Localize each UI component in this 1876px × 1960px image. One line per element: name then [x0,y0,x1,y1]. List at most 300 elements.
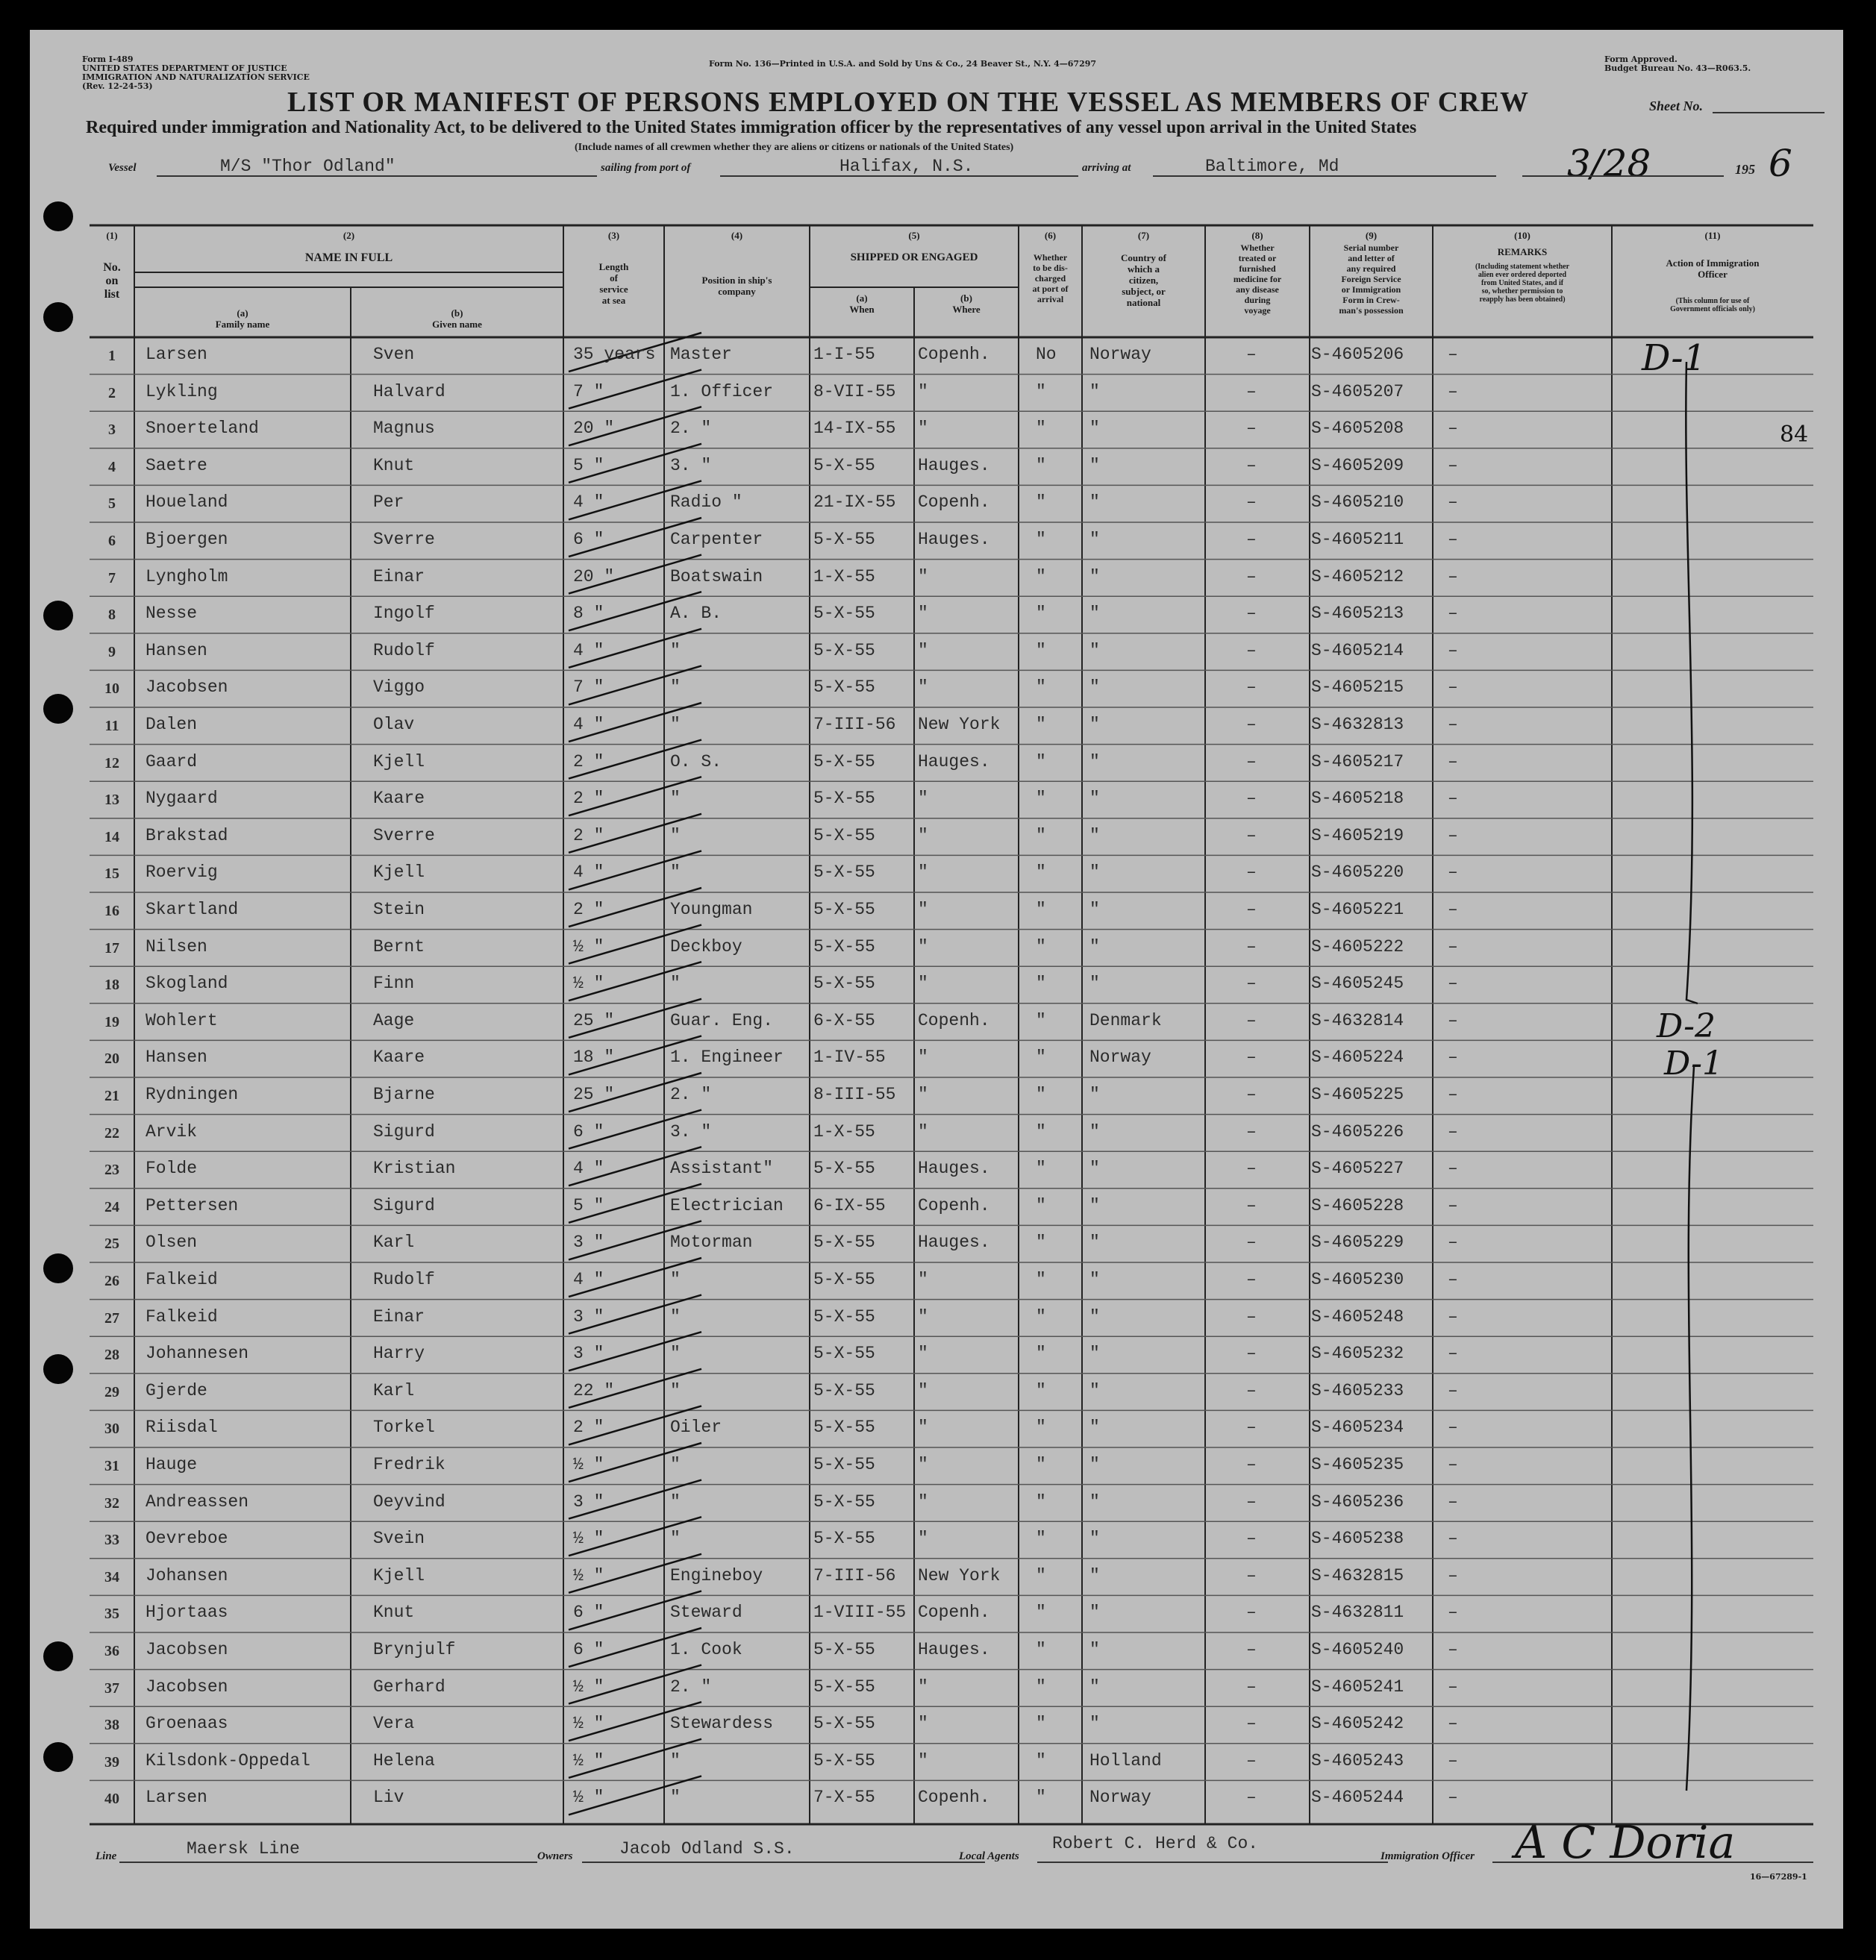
cell-discharged: " [1036,1676,1046,1697]
cell-discharged: " [1036,1121,1046,1142]
cell-family: Nygaard [146,789,218,809]
cell-country: " [1089,455,1100,475]
table-row [30,892,1843,930]
line-underline [119,1862,537,1863]
cell-medicine: – [1246,1491,1257,1512]
cell-serial: S-4605245 [1311,974,1404,994]
cell-where: " [918,1455,928,1474]
cell-family: Groenaas [146,1714,228,1734]
cell-where: Hauges. [918,1159,990,1179]
cell-serial: S-4605222 [1311,936,1404,956]
cell-family: Arvik [146,1121,198,1142]
cell-when: 5-X-55 [813,1233,875,1253]
cell-remarks: – [1448,419,1458,439]
cell-remarks: – [1448,1121,1458,1142]
cell-position: A. B. [670,604,722,624]
cell-remarks: – [1448,1788,1458,1808]
arriving-label: arriving at [1082,162,1131,174]
cell-remarks: – [1448,1714,1458,1734]
cell-discharged: " [1036,1233,1046,1253]
cell-medicine: – [1246,530,1257,549]
cell-discharged: " [1036,1048,1046,1068]
cell-service: ½ " [573,1750,604,1770]
table-row [30,1300,1843,1337]
cell-serial: S-4605243 [1311,1750,1404,1770]
cell-family: Falkeid [146,1270,218,1289]
cell-remarks: – [1448,530,1458,549]
cell-given: Einar [373,566,425,586]
row-number: 21 [104,1088,119,1104]
cell-service: 3 " [573,1491,604,1512]
cell-position: Youngman [670,900,753,919]
cell-given: Magnus [373,419,435,439]
cell-serial: S-4605210 [1311,492,1404,513]
cell-family: Hansen [146,1048,207,1068]
row-number: 8 [108,607,116,624]
cell-when: 5-X-55 [813,751,875,771]
cell-position: " [670,715,681,734]
cell-family: Andreassen [146,1491,249,1512]
cell-when: 5-X-55 [813,1491,875,1512]
cell-family: Skartland [146,900,239,919]
cell-medicine: – [1246,1676,1257,1697]
cell-where: Hauges. [918,455,990,475]
page-subtitle: Required under immigration and Nationality Act, to be delivered to the United States immigration officer by the representatives of any vessel upon arrival in the United States [86,118,1417,137]
col11-header: Action of Immigration Officer [1666,257,1760,280]
cell-discharged: " [1036,974,1046,994]
agents-label: Local Agents [959,1850,1019,1862]
cell-where: Copenh. [918,345,990,364]
cell-where: Copenh. [918,1010,990,1030]
cell-where: " [918,1750,928,1770]
cell-family: Wohlert [146,1010,218,1030]
printer-line: Form No. 136—Printed in U.S.A. and Sold by Uns & Co., 24 Beaver St., N.Y. 4—67297 [709,59,1097,69]
cell-family: Kilsdonk-Oppedal [146,1750,310,1770]
cell-discharged: " [1036,1344,1046,1364]
cell-country: " [1089,1676,1100,1697]
cell-serial: S-4605207 [1311,381,1404,401]
cell-medicine: – [1246,751,1257,771]
cell-service: 2 " [573,900,604,919]
row-number: 18 [104,977,119,994]
cell-country: " [1089,419,1100,439]
officer-label: Immigration Officer [1381,1850,1475,1862]
cell-medicine: – [1246,1418,1257,1438]
cell-serial: S-4605218 [1311,789,1404,809]
cell-when: 5-X-55 [813,677,875,698]
cell-country: " [1089,1270,1100,1289]
cell-family: Saetre [146,455,207,475]
year-prefix: 195 [1735,162,1755,177]
col2-num: (2) [343,230,355,241]
cell-remarks: – [1448,604,1458,624]
cell-family: Oevreboe [146,1529,228,1549]
table-row [30,855,1843,892]
cell-country: " [1089,715,1100,734]
cell-serial: S-4605206 [1311,345,1404,364]
cell-given: Liv [373,1788,404,1808]
cell-position: 1. Engineer [670,1048,784,1068]
table-row [30,1521,1843,1559]
cell-when: 21-IX-55 [813,492,896,513]
row-number: 13 [104,792,119,809]
cell-remarks: – [1448,862,1458,883]
cell-medicine: – [1246,1455,1257,1474]
cell-given: Kristian [373,1159,456,1179]
line-label: Line [96,1850,117,1862]
row-number: 38 [104,1717,119,1734]
form-ids: Form I-489 UNITED STATES DEPARTMENT OF JUSTICE IMMIGRATION AND NATURALIZATION SERVICE (Rev. 12-24-53) [82,54,310,91]
cell-remarks: – [1448,1418,1458,1438]
cell-discharged: " [1036,1565,1046,1585]
cell-country: Denmark [1089,1010,1162,1030]
col3-header: Length of service at sea [598,261,629,306]
owners-value: Jacob Odland S.S. [619,1839,795,1859]
cell-when: 5-X-55 [813,936,875,956]
cell-position: " [670,1344,681,1364]
col5-num: (5) [908,230,920,241]
row-number: 31 [104,1458,119,1474]
cell-when: 8-III-55 [813,1085,896,1104]
cell-position: 3. " [670,1121,712,1142]
sailing-label: sailing from port of [601,162,691,174]
table-row [30,1447,1843,1485]
cell-remarks: – [1448,825,1458,845]
cell-family: Falkeid [146,1306,218,1327]
cell-serial: S-4605233 [1311,1380,1404,1400]
table-row [30,707,1843,745]
cell-when: 6-X-55 [813,1010,875,1030]
cell-when: 5-X-55 [813,1380,875,1400]
cell-serial: S-4605221 [1311,900,1404,919]
cell-country: " [1089,604,1100,624]
table-row [30,781,1843,818]
cell-remarks: – [1448,1010,1458,1030]
owners-label: Owners [537,1850,573,1862]
table-row [30,1004,1843,1041]
table-row [30,1559,1843,1596]
cell-service: ½ " [573,1788,604,1808]
cell-service: ½ " [573,1455,604,1474]
table-row [30,966,1843,1004]
cell-service: 4 " [573,492,604,513]
col2a-header: (a) Family name [215,307,270,330]
cell-serial: S-4605234 [1311,1418,1404,1438]
col9-header: Serial number and letter of any required Foreign Service or Immigration Form in Crew- man's possession [1339,242,1404,316]
cell-family: Johannesen [146,1344,249,1364]
cell-service: 4 " [573,1159,604,1179]
row-number: 20 [104,1051,119,1068]
cell-position: 2. " [670,1085,712,1104]
cell-family: Nesse [146,604,198,624]
table-row [30,1336,1843,1374]
cell-family: Houeland [146,492,228,513]
sheet-label: Sheet No. [1649,98,1703,113]
cell-country: " [1089,936,1100,956]
form-code: 16—67289-1 [1750,1872,1807,1882]
cell-given: Viggo [373,677,425,698]
cell-when: 1-I-55 [813,345,875,364]
cell-position: " [670,1306,681,1327]
cell-where: " [918,1676,928,1697]
cell-discharged: " [1036,455,1046,475]
cell-family: Riisdal [146,1418,218,1438]
cell-medicine: – [1246,566,1257,586]
col8-header: Whether treated or furnished medicine for any disease during voyage [1233,242,1282,316]
cell-service: 25 " [573,1010,615,1030]
cell-country: " [1089,1159,1100,1179]
cell-service: 5 " [573,455,604,475]
cell-given: Karl [373,1380,415,1400]
cell-country: Norway [1089,1788,1151,1808]
col6-num: (6) [1044,230,1057,241]
cell-given: Knut [373,455,415,475]
cell-where: Hauges. [918,530,990,549]
cell-remarks: – [1448,789,1458,809]
cell-service: 22 " [573,1380,615,1400]
cell-service: ½ " [573,1676,604,1697]
cell-family: Larsen [146,345,207,364]
cell-country: " [1089,1714,1100,1734]
cell-family: Pettersen [146,1195,239,1215]
cell-when: 5-X-55 [813,825,875,845]
cell-remarks: – [1448,1529,1458,1549]
cell-serial: S-4605213 [1311,604,1404,624]
table-row [30,930,1843,967]
cell-when: 5-X-55 [813,974,875,994]
cell-service: 20 " [573,419,615,439]
cell-discharged: " [1036,677,1046,698]
cell-given: Rudolf [373,640,435,660]
cell-discharged: " [1036,825,1046,845]
cell-country: " [1089,1603,1100,1623]
cell-when: 1-X-55 [813,566,875,586]
table-row [30,560,1843,597]
cell-discharged: " [1036,1159,1046,1179]
cell-country: " [1089,825,1100,845]
cell-remarks: – [1448,1603,1458,1623]
cell-serial: S-4605240 [1311,1640,1404,1659]
cell-medicine: – [1246,1121,1257,1142]
cell-position: " [670,1750,681,1770]
cell-position: " [670,640,681,660]
cell-medicine: – [1246,1750,1257,1770]
cell-country: " [1089,862,1100,883]
col3-num: (3) [607,230,620,241]
cell-serial: S-4632814 [1311,1010,1404,1030]
cell-given: Kaare [373,1048,425,1068]
row-number: 16 [104,903,119,919]
cell-country: " [1089,1529,1100,1549]
cell-given: Bjarne [373,1085,435,1104]
row-number: 32 [104,1494,119,1512]
table-row [30,1485,1843,1522]
row-number: 23 [104,1162,119,1179]
cell-medicine: – [1246,1306,1257,1327]
cell-serial: S-4605242 [1311,1714,1404,1734]
cell-discharged: " [1036,1714,1046,1734]
cell-discharged: " [1036,1640,1046,1659]
cell-remarks: – [1448,1750,1458,1770]
row-number: 28 [104,1347,119,1364]
cell-family: Snoerteland [146,419,259,439]
cell-position: 1. Officer [670,381,774,401]
row-number: 27 [104,1309,119,1327]
cell-country: " [1089,1233,1100,1253]
cell-when: 5-X-55 [813,1640,875,1659]
cell-medicine: – [1246,419,1257,439]
cell-family: Roervig [146,862,218,883]
cell-position: 2. " [670,419,712,439]
row-number: 33 [104,1532,119,1549]
cell-position: Motorman [670,1233,753,1253]
cell-service: 3 " [573,1233,604,1253]
crew-note: (Include names of all crewmen whether they are aliens or citizens or nationals of the United States) [575,142,1014,153]
cell-serial: S-4632815 [1311,1565,1404,1585]
cell-given: Rudolf [373,1270,435,1289]
cell-given: Ingolf [373,604,435,624]
cell-country: Norway [1089,1048,1151,1068]
cell-discharged: " [1036,604,1046,624]
cell-when: 5-X-55 [813,900,875,919]
cell-discharged: " [1036,900,1046,919]
cell-where: New York [918,715,1001,734]
cell-serial: S-4632811 [1311,1603,1404,1623]
table-row [30,485,1843,522]
cell-family: Hauge [146,1455,198,1474]
cell-when: 7-III-56 [813,715,896,734]
cell-service: 3 " [573,1306,604,1327]
cell-service: 8 " [573,604,604,624]
cell-position: " [670,974,681,994]
punch-hole [43,1253,73,1283]
table-row [30,1374,1843,1411]
cell-discharged: " [1036,1270,1046,1289]
cell-medicine: – [1246,1565,1257,1585]
cell-service: 4 " [573,715,604,734]
cell-remarks: – [1448,1085,1458,1104]
cell-where: Hauges. [918,1640,990,1659]
cell-serial: S-4605232 [1311,1344,1404,1364]
punch-hole [43,1742,73,1772]
cell-country: " [1089,381,1100,401]
cell-given: Sven [373,345,415,364]
col1-num: (1) [106,230,118,241]
cell-serial: S-4605244 [1311,1788,1404,1808]
col2-header: NAME IN FULL [304,251,393,264]
cell-discharged: " [1036,1491,1046,1512]
cell-position: Carpenter [670,530,763,549]
cell-family: Lyngholm [146,566,228,586]
cell-remarks: – [1448,900,1458,919]
cell-serial: S-4605225 [1311,1085,1404,1104]
cell-when: 7-X-55 [813,1788,875,1808]
cell-where: " [918,1121,928,1142]
cell-country: " [1089,640,1100,660]
cell-medicine: – [1246,1159,1257,1179]
row-number: 24 [104,1198,119,1215]
cell-serial: S-4605236 [1311,1491,1404,1512]
row-number: 14 [104,828,119,845]
table-row [30,596,1843,633]
col10-subheader: (Including statement whether alien ever ordered deported from United States, and if so, whether permission to reapply has been obtained) [1475,263,1570,304]
cell-position: " [670,1270,681,1289]
cell-where: Copenh. [918,1603,990,1623]
cell-where: " [918,862,928,883]
cell-position: Boatswain [670,566,763,586]
cell-given: Brynjulf [373,1640,456,1659]
row-number: 10 [104,680,119,698]
col8-num: (8) [1251,230,1263,241]
cell-when: 5-X-55 [813,640,875,660]
cell-medicine: – [1246,825,1257,845]
cell-remarks: – [1448,566,1458,586]
vessel-label: Vessel [108,162,137,174]
cell-medicine: – [1246,1270,1257,1289]
cell-given: Harry [373,1344,425,1364]
cell-position: Radio " [670,492,742,513]
cell-country: " [1089,1491,1100,1512]
col11-subheader: (This column for use of Government officials only) [1670,297,1755,313]
row-number: 26 [104,1273,119,1289]
manifest-sheet [30,30,1843,1929]
cell-discharged: " [1036,715,1046,734]
table-row [30,670,1843,707]
cell-medicine: – [1246,492,1257,513]
page-title: LIST OR MANIFEST OF PERSONS EMPLOYED ON THE VESSEL AS MEMBERS OF CREW [287,87,1529,118]
cell-given: Knut [373,1603,415,1623]
col1-header: No. on list [103,261,121,301]
punch-hole [43,302,73,332]
cell-service: 20 " [573,566,615,586]
cell-serial: S-4605209 [1311,455,1404,475]
row-number: 37 [104,1679,119,1697]
cell-position: Assistant" [670,1159,774,1179]
row-number: 19 [104,1013,119,1030]
cell-discharged: No [1036,345,1057,364]
cell-given: Kjell [373,862,425,883]
cell-medicine: – [1246,381,1257,401]
cell-serial: S-4605212 [1311,566,1404,586]
cell-when: 5-X-55 [813,1714,875,1734]
cell-service: 18 " [573,1048,615,1068]
cell-discharged: " [1036,789,1046,809]
punch-hole [43,1354,73,1384]
cell-given: Kjell [373,1565,425,1585]
cell-family: Johansen [146,1565,228,1585]
col2b-header: (b) Given name [432,307,482,330]
cell-given: Finn [373,974,415,994]
row-number: 12 [104,754,119,771]
cell-position: Oiler [670,1418,722,1438]
cell-discharged: " [1036,1010,1046,1030]
cell-given: Kjell [373,751,425,771]
cell-where: " [918,936,928,956]
cell-where: " [918,677,928,698]
cell-position: " [670,677,681,698]
cell-medicine: – [1246,1529,1257,1549]
cell-serial: S-4605217 [1311,751,1404,771]
cell-medicine: – [1246,1714,1257,1734]
cell-service: 2 " [573,1418,604,1438]
officer-signature: A C Doria [1515,1817,1736,1869]
cell-when: 5-X-55 [813,455,875,475]
cell-serial: S-4605219 [1311,825,1404,845]
punch-hole [43,201,73,231]
cell-serial: S-4605227 [1311,1159,1404,1179]
cell-medicine: – [1246,1603,1257,1623]
table-row [30,1040,1843,1077]
